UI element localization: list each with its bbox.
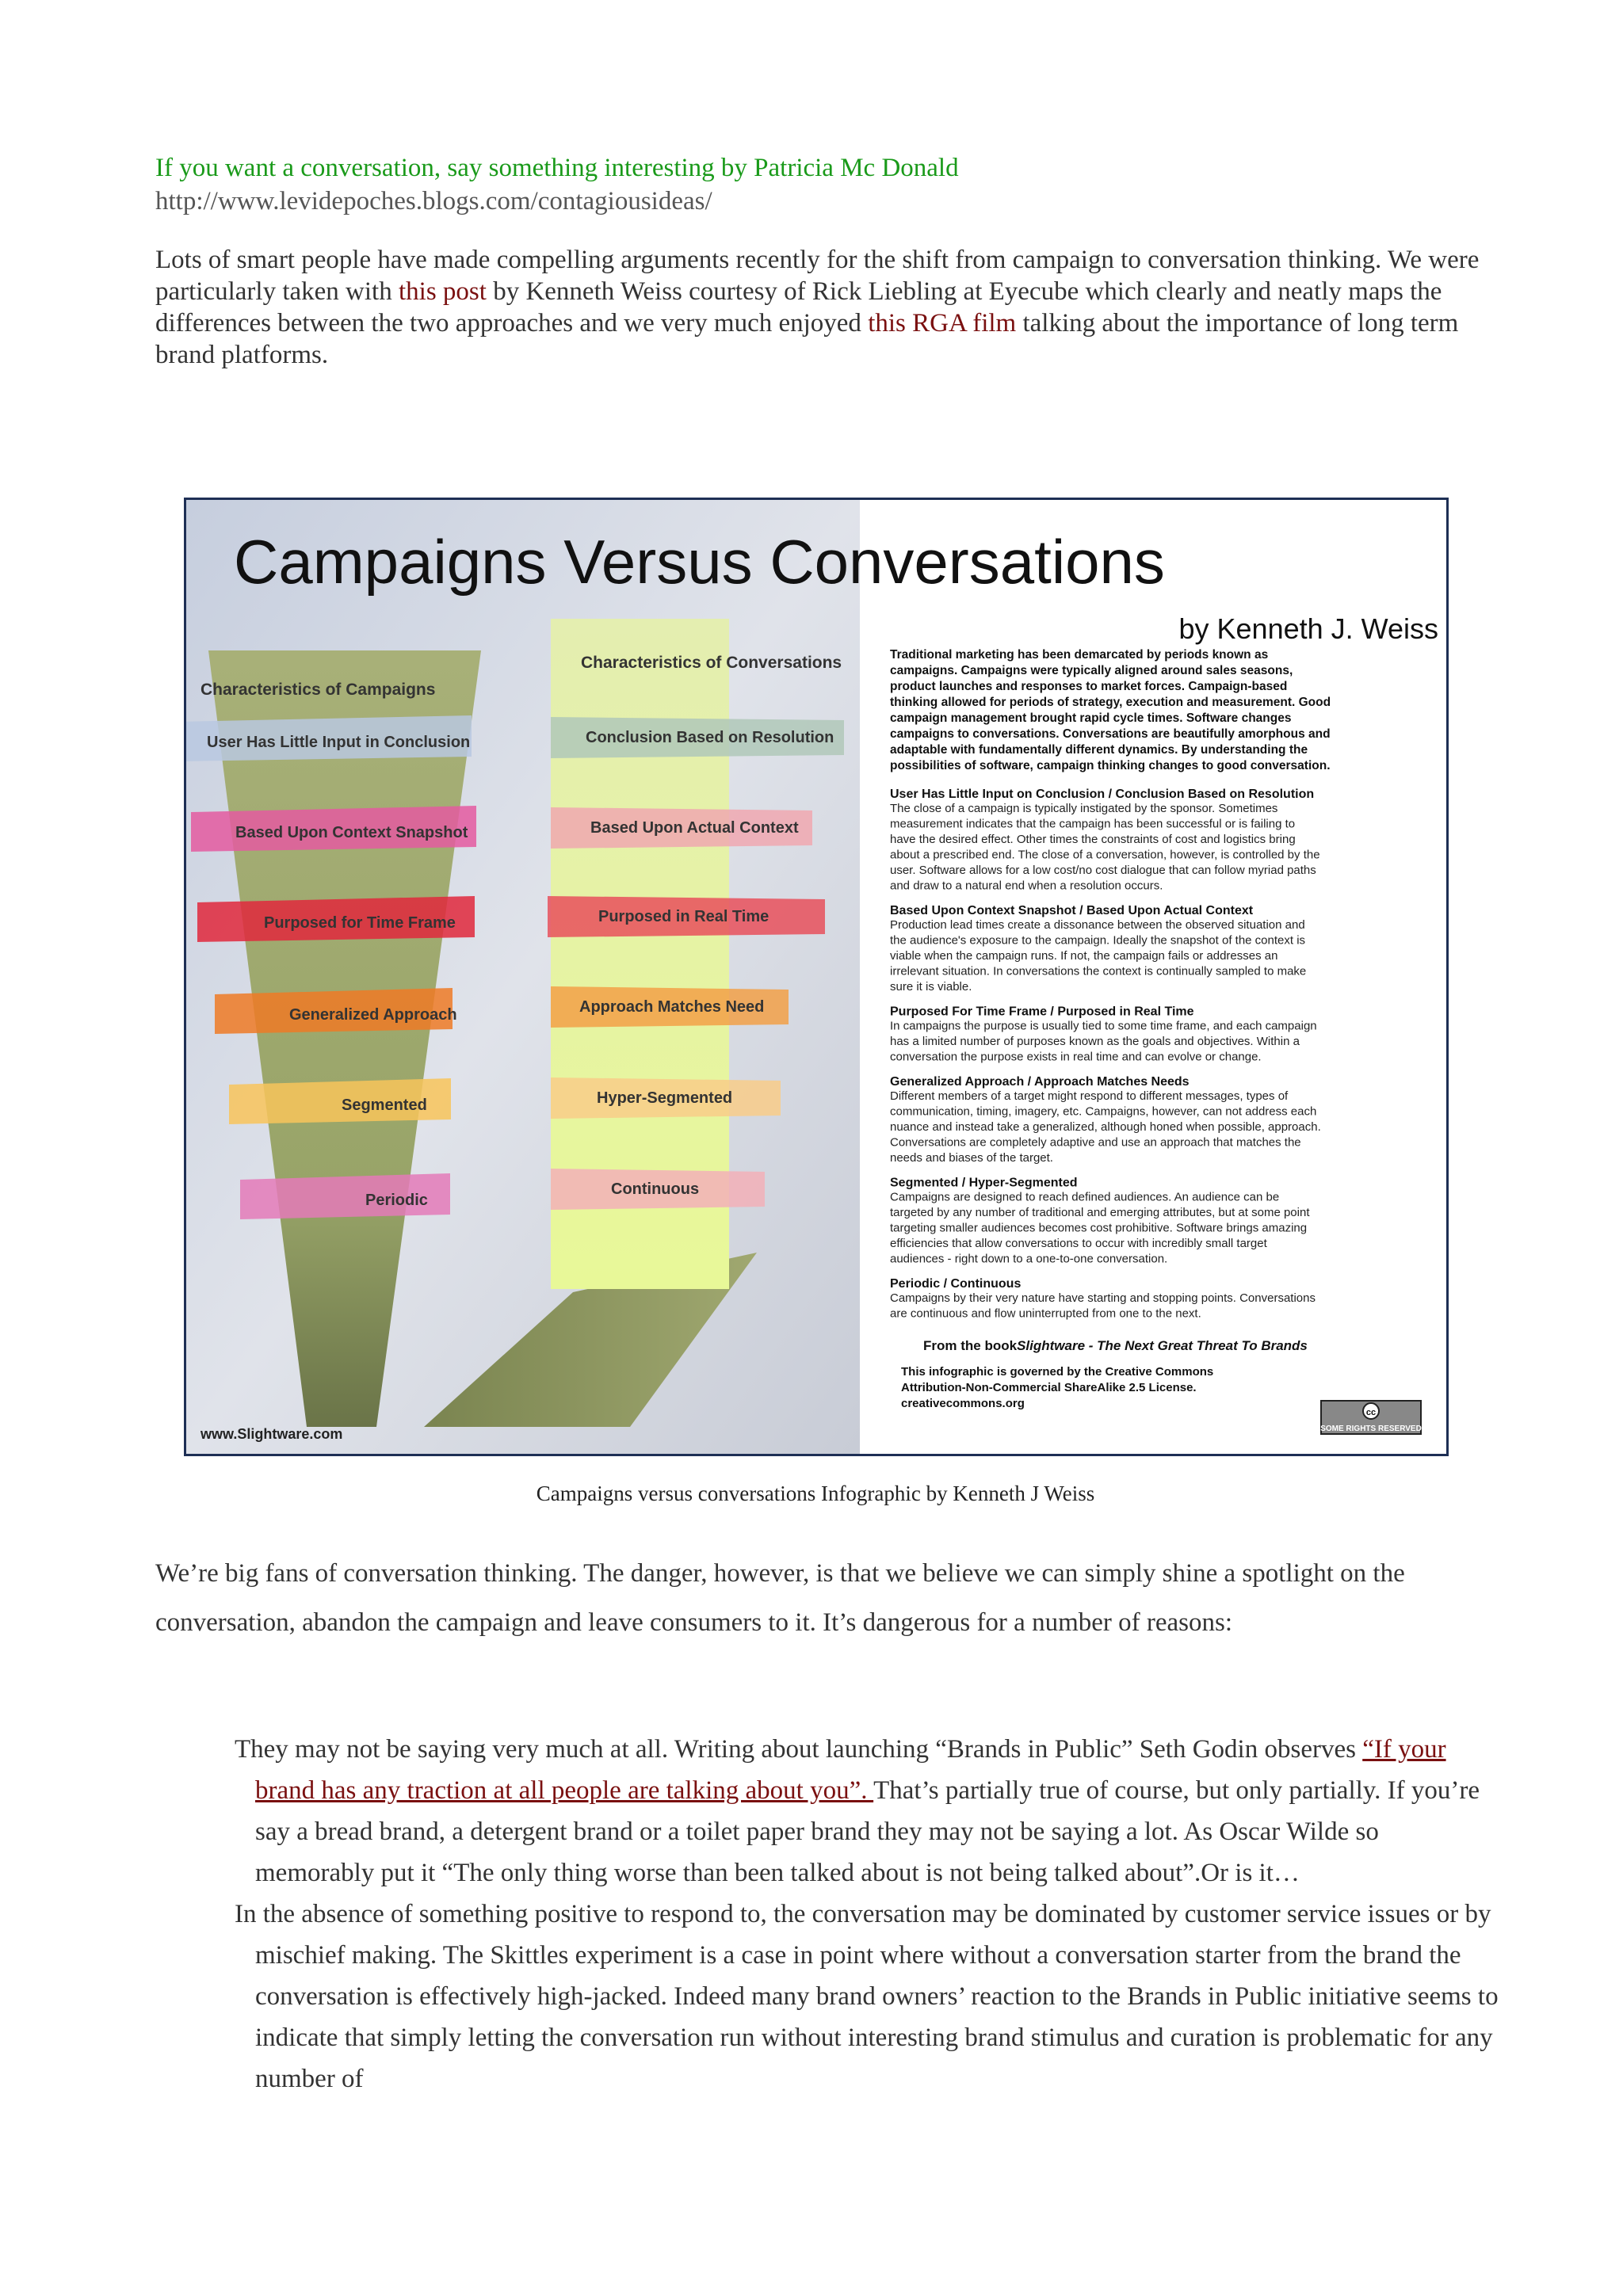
intro-text-line: thinking allowed for periods of strategy, execution and measurement. Good xyxy=(890,696,1331,709)
list-item xyxy=(235,1729,1503,1894)
license-text-line: This infographic is governed by the Creative Commons xyxy=(901,1365,1214,1379)
cc-badge-bottom: SOME RIGHTS RESERVED xyxy=(1320,1425,1422,1433)
campaign-label: Purposed for Time Frame xyxy=(264,914,456,932)
section-text-line: Production lead times create a dissonance between the observed situation and xyxy=(890,918,1305,932)
intro-text-2: by Kenneth Weiss courtesy of Rick Liebling at Eyecube which clearly and neatly maps the differences between the two approaches and we very much enjoyed xyxy=(155,277,1442,338)
intro-text-1: Lots of smart people have made compelling arguments recently for the shift from campaign to conversation thinking. We were particularly taken with xyxy=(155,246,1480,306)
section-text-line: Conversations are completely adaptive and use an approach that matches the xyxy=(890,1135,1301,1150)
reasons-list xyxy=(235,1729,1503,2100)
list-item-2-text: In the absence of something positive to respond to, the conversation may be dominated by customer service issues or by mischief making. The Skittles experiment is a case in point where without a conversation starter from the brand the conversation is effectively high-jacked. Indeed many brand owners’ reaction to the Brands in Public initiative seems to indicate that simply letting the conversation run without interesting brand stimulus and curation is problematic for any number of xyxy=(235,1900,1499,2093)
rga-film-link[interactable]: this RGA film xyxy=(868,309,1017,338)
section-text-line: the audience's exposure to the campaign. Ideally the snapshot of the context is xyxy=(890,933,1306,948)
section-text-line: measurement indicates that the campaign has been successful or is failing to xyxy=(890,817,1296,831)
section-text-line: Campaigns are designed to reach defined audiences. An audience can be xyxy=(890,1190,1280,1204)
source-url[interactable]: http://www.levidepoches.blogs.com/contagiousideas/ xyxy=(155,187,712,215)
intro-text-line: campaigns to conversations. Conversations are beautifully amorphous and xyxy=(890,727,1331,741)
section-heading: Generalized Approach / Approach Matches Needs xyxy=(890,1075,1190,1089)
campaigns-header: Characteristics of Campaigns xyxy=(200,681,436,699)
section-text-line: efficiencies that allow conversations to occur with incredibly small target xyxy=(890,1237,1267,1250)
intro-text-3: talking about the importance of long term brand platforms. xyxy=(155,309,1459,369)
section-heading: Purposed For Time Frame / Purposed in Real Time xyxy=(890,1005,1194,1019)
conversations-header: Characteristics of Conversations xyxy=(581,654,842,672)
infographic-title: Campaigns Versus Conversations xyxy=(234,527,1165,597)
license-text-line: Attribution-Non-Commercial ShareAlike 2.5 License. xyxy=(901,1381,1197,1394)
article-title: If you want a conversation, say something interesting by Patricia Mc Donald xyxy=(155,154,959,182)
section-text-line: nuance and instead take a generalized, although honed when possible, approach. xyxy=(890,1120,1321,1134)
section-text-line: needs and biases of the target. xyxy=(890,1151,1053,1165)
this-post-link[interactable]: this post xyxy=(398,277,487,306)
list-item-1-text: They may not be saying very much at all. Writing about launching “Brands in Public” Seth Godin observes xyxy=(235,1735,1363,1764)
intro-text-line: product launches and responses to market forces. Campaign-based xyxy=(890,680,1288,693)
conversation-label: Purposed in Real Time xyxy=(598,908,769,925)
section-text-line: Different members of a target might respond to different messages, types of xyxy=(890,1089,1289,1103)
section-text-line: are continuous and flow uninterrupted from one to the next. xyxy=(890,1306,1201,1321)
section-text-line: have the desired effect. Other times the constraints of cost and logistics bring xyxy=(890,833,1296,846)
section-text-line: targeted by any number of traditional and emerging attributes, but at some point xyxy=(890,1206,1310,1219)
section-text-line: irrelevant situation. In conversations the context is continually sampled to make xyxy=(890,964,1307,978)
section-text-line: The close of a campaign is typically instigated by the sponsor. Sometimes xyxy=(890,802,1278,815)
section-text-line: and draw to a natural end when a resolution occurs. xyxy=(890,879,1163,893)
campaign-label: Periodic xyxy=(365,1192,428,1209)
section-heading: Segmented / Hyper-Segmented xyxy=(890,1176,1078,1190)
seth-godin-quote-link[interactable]: “If your brand has any traction at all people are talking about you”. xyxy=(255,1735,1446,1805)
section-text-line: targeting smaller audiences becomes cost prohibitive. Software brings amazing xyxy=(890,1221,1308,1235)
license-text-line: creativecommons.org xyxy=(901,1397,1025,1410)
intro-text-line: campaigns. Campaigns were typically aligned around sales seasons, xyxy=(890,664,1293,677)
campaign-label: Segmented xyxy=(342,1097,427,1114)
conversation-label: Approach Matches Need xyxy=(579,998,765,1016)
intro-paragraph xyxy=(155,244,1487,371)
conversation-label: Based Upon Actual Context xyxy=(590,819,799,837)
section-text-line: In campaigns the purpose is usually tied to some time frame, and each campaign xyxy=(890,1019,1317,1033)
list-item-1-text-2: That’s partially true of course, but only partially. If you’re say a bread brand, a detergent brand or a toilet paper brand they may not be saying a lot. As Oscar Wilde so memorably put it “The only thing worse than been talked about is not being talked about”.Or is it… xyxy=(255,1776,1480,1887)
intro-text-line: possibilities of software, campaign thinking changes to good conversation. xyxy=(890,759,1331,772)
cc-badge-top: cc xyxy=(1365,1408,1377,1417)
campaign-label: Generalized Approach xyxy=(289,1006,457,1024)
section-heading: Periodic / Continuous xyxy=(890,1277,1022,1291)
book-credit: From the bookSlightware - The Next Great Threat To Brands xyxy=(923,1338,1308,1353)
conversation-label: Hyper-Segmented xyxy=(597,1089,733,1107)
intro-text-line: Traditional marketing has been demarcated by periods known as xyxy=(890,648,1269,662)
campaign-label: User Has Little Input in Conclusion xyxy=(207,734,471,751)
section-text-line: Campaigns by their very nature have starting and stopping points. Conversations xyxy=(890,1291,1316,1305)
conversation-label: Conclusion Based on Resolution xyxy=(586,729,834,746)
section-text-line: about a prescribed end. The close of a conversation, however, is controlled by the xyxy=(890,848,1320,862)
list-item xyxy=(235,1894,1503,2100)
campaign-label: Based Upon Context Snapshot xyxy=(235,824,468,841)
section-text-line: audiences - right down to a one-to-one conversation. xyxy=(890,1252,1168,1266)
section-text-line: viable when the campaign runs. If not, the campaign fails or addresses an xyxy=(890,949,1278,963)
intro-text-line: campaign management brought rapid cycle times. Software changes xyxy=(890,711,1292,725)
section-text-line: has a limited number of purposes known as the goals and objectives. Within a xyxy=(890,1035,1300,1048)
section-heading: User Has Little Input on Conclusion / Conclusion Based on Resolution xyxy=(890,788,1315,801)
section-text-line: user. Software allows for a low cost/no cost dialogue that can follow myriad paths xyxy=(890,864,1316,877)
body-paragraph: We’re big fans of conversation thinking. The danger, however, is that we believe we can simply shine a spotlight on the conversation, abandon the campaign and leave consumers to it. It’s dangerous for a number of reasons: xyxy=(155,1559,1405,1637)
conversation-label: Continuous xyxy=(611,1180,700,1198)
intro-text-line: adaptable with fundamentally different dynamics. By understanding the xyxy=(890,743,1308,757)
infographic-byline: by Kenneth J. Weiss xyxy=(1178,612,1438,645)
section-text-line: communication, timing, imagery, etc. Campaigns, however, can not address each xyxy=(890,1104,1317,1119)
section-text-line: sure it is viable. xyxy=(890,980,972,994)
section-text-line: conversation the purpose exists in real time and can evolve or change. xyxy=(890,1050,1262,1064)
infographic xyxy=(184,498,1449,1456)
infographic-graphic xyxy=(186,500,1446,1454)
section-heading: Based Upon Context Snapshot / Based Upon Actual Context xyxy=(890,904,1254,917)
infographic-caption: Campaigns versus conversations Infographic by Kenneth J Weiss xyxy=(536,1482,1095,1505)
website-credit: www.Slightware.com xyxy=(200,1426,343,1442)
